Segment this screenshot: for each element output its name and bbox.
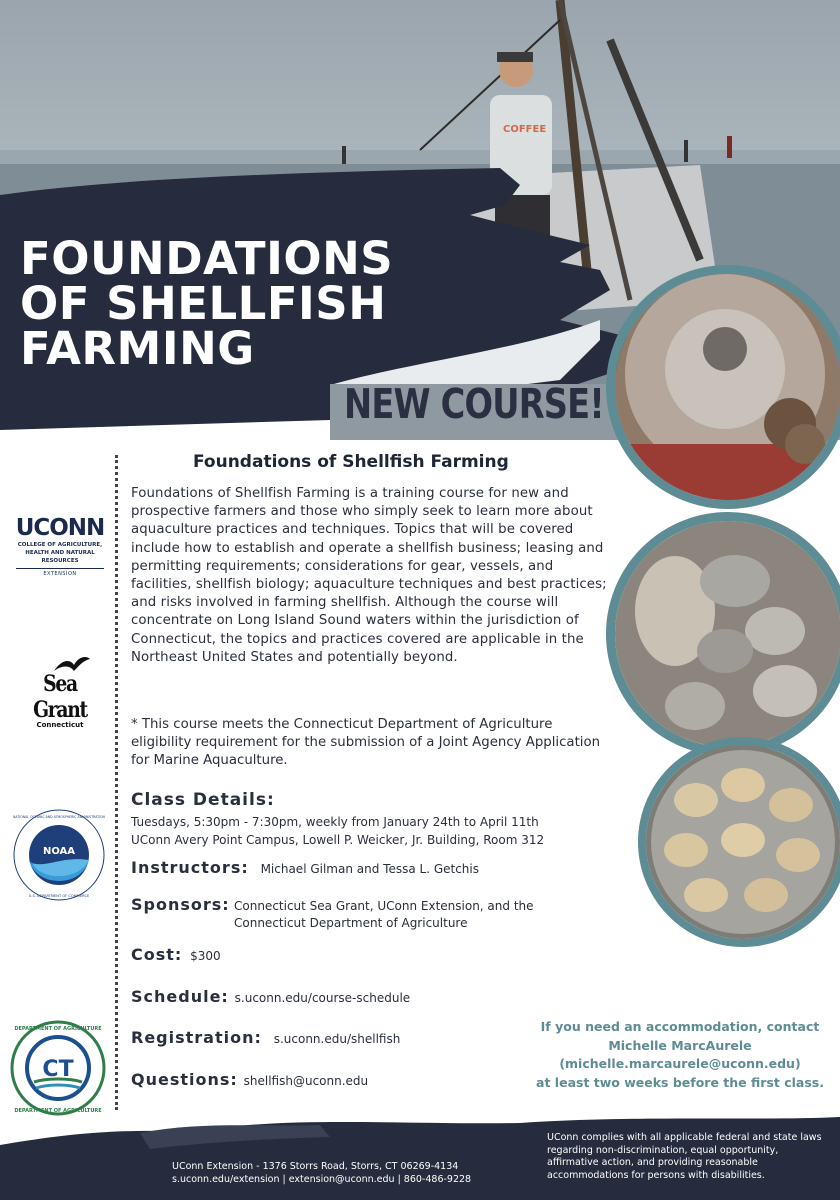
questions-row [131, 1070, 368, 1089]
uconn-rule [16, 568, 104, 569]
noaa-ring-top: NATIONAL OCEANIC AND ATMOSPHERIC ADMINISTRATION [13, 815, 105, 819]
accommodation-notice [520, 1018, 840, 1092]
cost-row [131, 945, 221, 964]
uconn-extension: EXTENSION [43, 571, 77, 577]
title-line-3: FARMING [20, 322, 255, 375]
class-details-time: Tuesdays, 5:30pm - 7:30pm, weekly from January 24th to April 11th [131, 815, 539, 829]
schedule-row [131, 987, 410, 1006]
accommodation-line-4: at least two weeks before the first class. [536, 1074, 824, 1090]
sea-grant-wordmark: Sea Grant [33, 671, 87, 723]
schedule-label: Schedule: [131, 987, 229, 1006]
questions-email[interactable]: shellfish@uconn.edu [243, 1074, 369, 1088]
accommodation-line-1: If you need an accommodation, contact [540, 1019, 820, 1034]
instructors-label: Instructors: [131, 858, 249, 877]
uconn-sub-3: RESOURCES [41, 558, 79, 564]
ct-wordmark: CT [42, 1057, 74, 1082]
registration-row [131, 1028, 400, 1047]
instructors-row [131, 858, 479, 877]
noaa-ring-bottom: U.S. DEPARTMENT OF COMMERCE [28, 894, 90, 898]
uconn-logo [12, 515, 108, 577]
course-description: Foundations of Shellfish Farming is a training course for new and prospective farmers and those who simply seek to learn more about aquaculture practices and techniques. Topics that will be covered include how to establish and operate a shellfish business; leasing and permitting requirements; considerations for gear, vessels, and facilities, shellfish biology; aquaculture techniques and best practices; and risks involved in farming shellfish. Although the course will concentrate on Long Island Sound waters within the jurisdiction of Connecticut, the topics and practices covered are applicable in the Northeast United States and potentially beyond. [131, 486, 607, 665]
cost-value: $300 [190, 949, 221, 963]
registration-label: Registration: [131, 1028, 262, 1047]
course-heading: Foundations of Shellfish Farming [193, 452, 509, 472]
noaa-wordmark: NOAA [42, 846, 76, 857]
ct-agriculture-logo [10, 1020, 106, 1116]
footer-address: UConn Extension - 1376 Storrs Road, Storrs, CT 06269-4134 [172, 1161, 459, 1172]
noaa-logo [12, 808, 106, 902]
class-details-location: UConn Avery Point Campus, Lowell P. Weicker, Jr. Building, Room 312 [131, 833, 545, 847]
instructors-value: Michael Gilman and Tessa L. Getchis [260, 862, 479, 876]
cost-label: Cost: [131, 945, 183, 964]
footer-links[interactable]: s.uconn.edu/extension | extension@uconn.edu | 860-486-9228 [172, 1174, 472, 1185]
uconn-sub-1: COLLEGE OF AGRICULTURE, [17, 542, 103, 548]
photo-oysters [638, 737, 840, 947]
sponsors-value: Connecticut Sea Grant, UConn Extension, and the Connecticut Department of Agriculture [234, 899, 534, 930]
footer-nondiscrimination: UConn complies with all applicable federal and state laws regarding non-discrimination, equal opportunity, affirmative action, and providing reasonable accommodations for persons with disabilities. [547, 1132, 822, 1181]
sea-grant-logo [14, 655, 106, 729]
eligibility-note: * This course meets the Connecticut Department of Agriculture eligibility requirement for the submission of a Joint Agency Application for Marine Aquaculture. [131, 717, 601, 769]
photo-tumbler [606, 265, 840, 509]
title-line-2: OF SHELLFISH [20, 277, 387, 330]
sea-grant-sub: Connecticut [36, 721, 84, 729]
uconn-sub-2: HEALTH AND NATURAL [25, 550, 95, 556]
svg-text:COFFEE: COFFEE [503, 124, 547, 135]
class-details-label: Class Details: [131, 790, 275, 810]
title-line-1: FOUNDATIONS [20, 232, 394, 285]
accommodation-line-2: Michelle MarcAurele [608, 1037, 752, 1053]
sponsors-row [131, 895, 534, 930]
ct-ring-bottom: DEPARTMENT OF AGRICULTURE [14, 1108, 102, 1114]
registration-link[interactable]: s.uconn.edu/shellfish [273, 1032, 401, 1046]
new-course-badge: NEW COURSE! [344, 380, 604, 428]
page-title [20, 232, 400, 375]
footer-contact [172, 1160, 471, 1186]
photo-clams [606, 512, 840, 756]
schedule-link[interactable]: s.uconn.edu/course-schedule [234, 991, 411, 1005]
uconn-wordmark: UCONN [15, 515, 105, 541]
sponsors-label: Sponsors: [131, 895, 230, 914]
accommodation-email[interactable]: (michelle.marcaurele@uconn.edu) [559, 1056, 801, 1071]
ct-ring-top: DEPARTMENT OF AGRICULTURE [14, 1026, 102, 1032]
questions-label: Questions: [131, 1070, 238, 1089]
dotted-divider [115, 455, 118, 1110]
